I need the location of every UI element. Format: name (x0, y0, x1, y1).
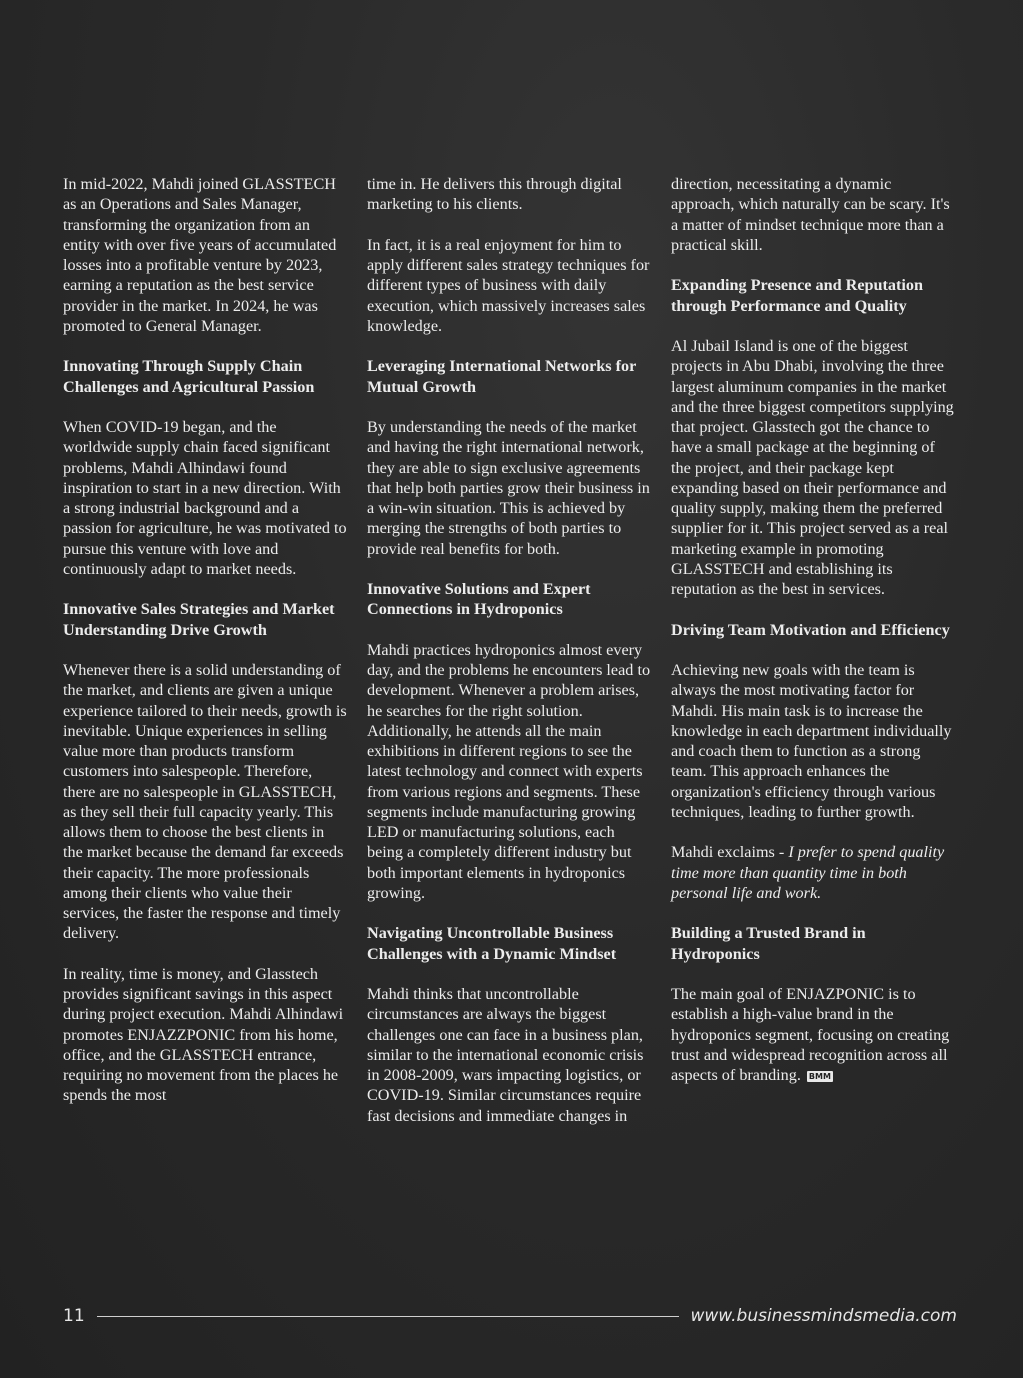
section-heading: Leveraging International Networks for Mutual Growth (367, 357, 637, 396)
paragraph: In mid-2022, Mahdi joined GLASSTECH as an Operations and Sales Manager, transforming the organization from an entity with over five years of accumulated losses into a profitable venture by 2023, earning a reputation as the best service provider in the market. In 2024, he was promoted to General Manager. (63, 175, 337, 335)
section-heading: Navigating Uncontrollable Business Challenges with a Dynamic Mindset (367, 924, 617, 963)
paragraph: By understanding the needs of the market and having the right international network, they are able to sign exclusive agreements that help both parties grow their business in a win-win situation. This is achieved by merging the strengths of both parties to provide real benefits for both. (367, 418, 650, 558)
paragraph: direction, necessitating a dynamic approach, which naturally can be scary. It's a matter of mindset technique more than a practical skill. (671, 175, 950, 254)
section-heading: Expanding Presence and Reputation through Performance and Quality (671, 276, 923, 315)
website-link[interactable]: www.businessmindsmedia.com (690, 1306, 957, 1326)
page-number: 11 (63, 1306, 85, 1326)
paragraph: Achieving new goals with the team is always the most motivating factor for Mahdi. His main task is to increase the knowledge in each department individually and coach them to function as a strong team. This approach enhances the organization's efficiency through various techniques, leading to further growth. (671, 661, 952, 821)
paragraph: Mahdi practices hydroponics almost every day, and the problems he encounters lead to development. Whenever a problem arises, he searches for the right solution. Additionally, he attends all the main exhibitions in different regions to see the latest technology and connect with experts from various regions and segments. These segments include manufacturing growing LED or manufacturing solutions, each being a completely different industry but both important elements in hydroponics growing. (367, 640, 651, 902)
section-heading: Innovative Sales Strategies and Market Understanding Drive Growth (63, 600, 335, 639)
pull-quote (671, 842, 956, 903)
paragraph (671, 984, 956, 1085)
paragraph: In reality, time is money, and Glasstech provides significant savings in this aspect during project execution. Mahdi Alhindawi promotes ENJAZZPONIC from his home, office, and the GLASSTECH entrance, requiring no movement from the places he spends the most (63, 964, 344, 1105)
footer-divider (97, 1316, 679, 1317)
paragraph: Mahdi thinks that uncontrollable circumstances are always the biggest challenges one can face in a business plan, similar to the international economic crisis in 2008-2009, wars impacting logistics, or COVID-19. Similar circumstances require fast decisions and immediate changes in (367, 985, 644, 1125)
section-heading: Driving Team Motivation and Efficiency (671, 620, 950, 639)
bmm-logo-icon: BMM (808, 1071, 831, 1081)
quote-text: I prefer to spend quality time more than quantity time in both personal life and work. (671, 843, 945, 902)
page-footer (63, 1303, 957, 1329)
quote-lead: Mahdi exclaims - (671, 843, 789, 862)
section-heading: Innovating Through Supply Chain Challenges and Agricultural Passion (63, 357, 315, 396)
article-column-1 (63, 174, 348, 1126)
article-column-3 (671, 174, 956, 1106)
section-heading: Innovative Solutions and Expert Connections in Hydroponics (367, 580, 591, 619)
article-column-2 (367, 174, 652, 1146)
paragraph: Whenever there is a solid understanding of the market, and clients are given a unique experience tailored to their needs, growth is inevitable. Unique experiences in selling value more than products transform customers into salespeople. Therefore, there are no salespeople in GLASSTECH, as they sell their full capacity yearly. This allows them to choose the best clients in the market because the demand far exceeds their capacity. The more professionals among their clients who value their services, the faster the response and timely delivery. (63, 661, 347, 943)
closing-text: The main goal of ENJAZPONIC is to establish a high-value brand in the hydroponics segment, focusing on creating trust and widespread recognition across all aspects of branding. (671, 985, 950, 1084)
section-heading: Building a Trusted Brand in Hydroponics (671, 924, 866, 963)
paragraph: Al Jubail Island is one of the biggest projects in Abu Dhabi, involving the three largest aluminum companies in the market and the three biggest competitors supplying that project. Glasstech got the chance to have a small package at the beginning of the project, and their package kept expanding based on their performance and quality supply, making them the preferred supplier for it. This project served as a real marketing example in promoting GLASSTECH and establishing its reputation as the best in services. (671, 337, 954, 598)
paragraph: time in. He delivers this through digital marketing to his clients. (367, 175, 622, 214)
paragraph: When COVID-19 began, and the worldwide supply chain faced significant problems, Mahdi Alhindawi found inspiration to start in a new direction. With a strong industrial background and a passion for agriculture, he was motivated to pursue this venture with love and continuously adapt to market needs. (63, 418, 347, 578)
paragraph: In fact, it is a real enjoyment for him to apply different sales strategy techniques for different types of business with daily execution, which massively increases sales knowledge. (367, 235, 650, 335)
